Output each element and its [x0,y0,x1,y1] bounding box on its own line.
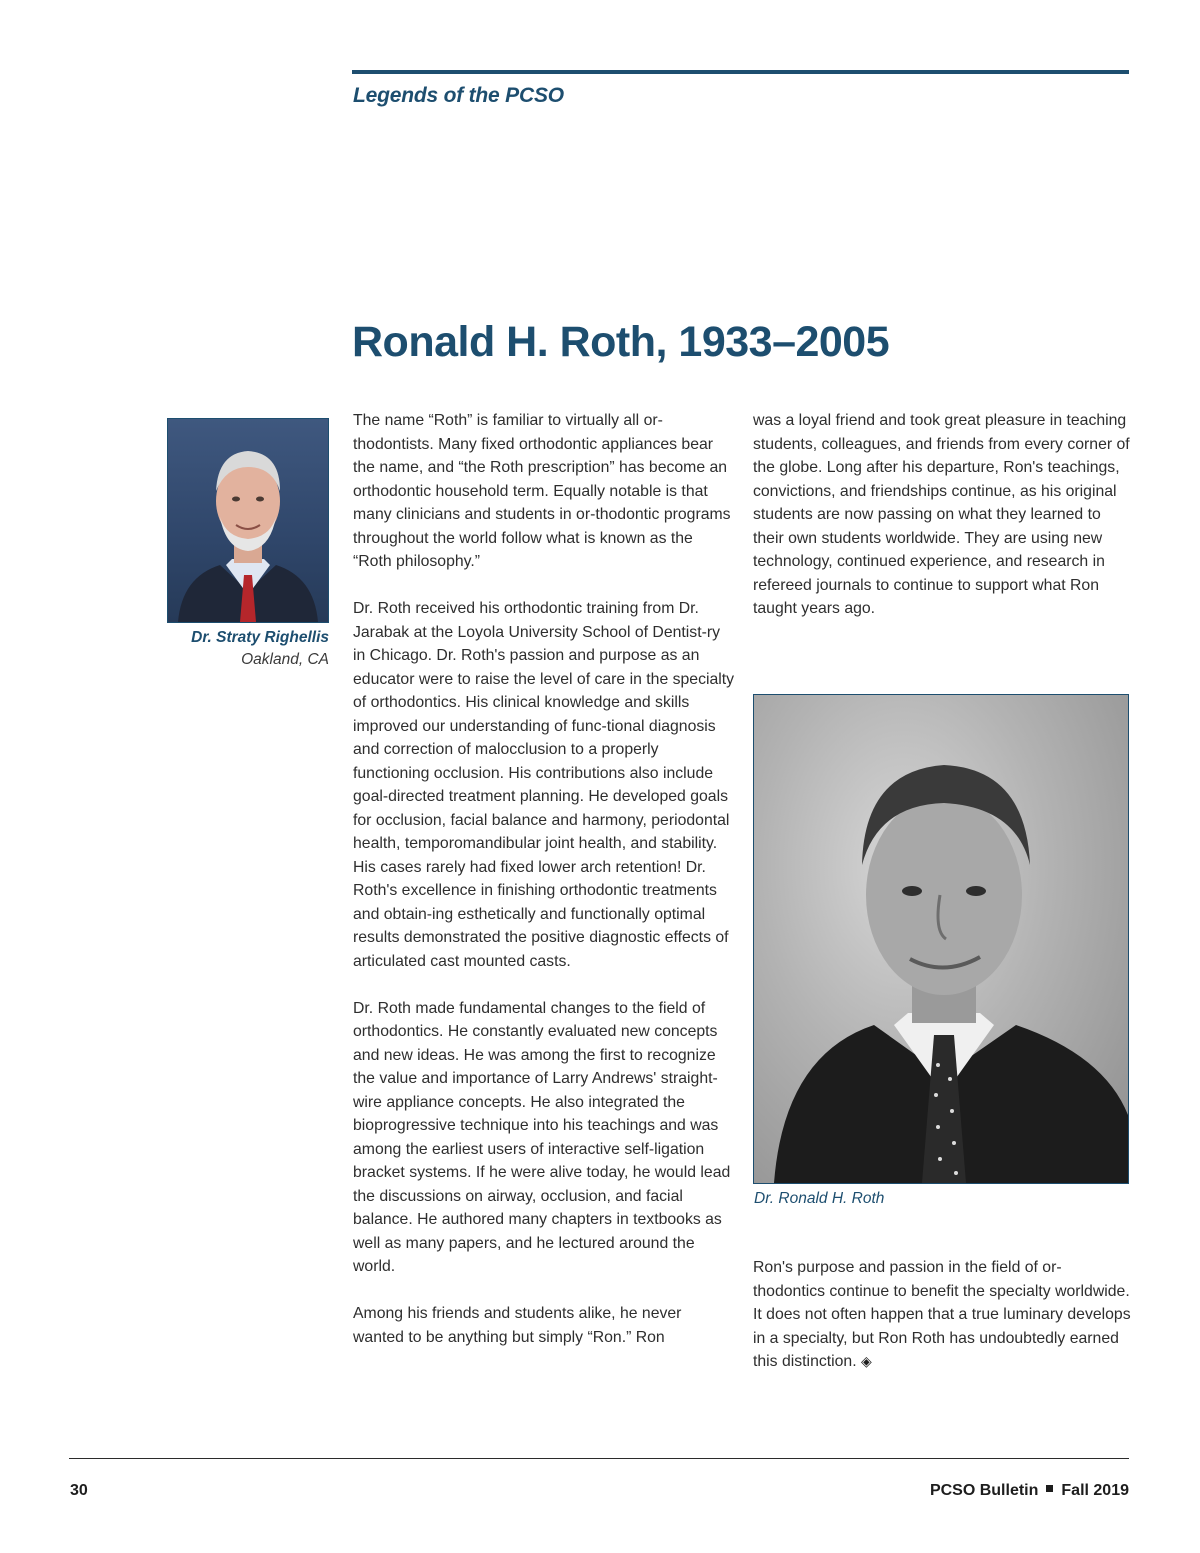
photo-caption: Dr. Ronald H. Roth [754,1190,885,1207]
article-column-two [753,409,1131,644]
footer-rule [69,1458,1129,1459]
roth-portrait-drawing [754,695,1128,1183]
article-column-one [353,409,735,1373]
square-separator-icon [1046,1485,1053,1492]
closing-paragraph [753,1256,1131,1374]
paragraph: Dr. Roth received his orthodontic training from Dr. Jarabak at the Loyola University School of Dentist-ry in Chicago. Dr. Roth's passion and purpose as an educator were to raise the level of care in the specialty of orthodontics. His clinical knowledge and skills improved our understanding of func-tional diagnosis and correction of malocclusion to a properly functioning occlusion. His contributions also include goal-directed treatment planning. He developed goals for occlusion, facial balance and harmony, periodontal health, temporomandibular joint health, and stability. His cases rarely had fixed lower arch retention! Dr. Roth's excellence in finishing orthodontic treatments and obtain-ing esthetically and functionally optimal results demonstrated the positive diagnostic effects of articulated cast mounted casts. [353,600,735,970]
paragraph: was a loyal friend and took great pleasure in teaching students, colleagues, and friends from every corner of the globe. Long after his departure, Ron's teachings, convictions, and friendships continue, as his original students are now passing on what they learned to their own students worldwide. They are using new technology, continued experience, and research in refereed journals to continue to support what Ron taught years ago. [753,412,1130,617]
end-mark-icon: ◈ [861,1353,872,1369]
author-portrait-icon [167,418,329,623]
paragraph: Among his friends and students alike, he never wanted to be anything but simply “Ron.” Ron [353,1305,682,1346]
section-label: Legends of the PCSO [353,84,564,107]
issue-label: Fall 2019 [1061,1482,1129,1499]
author-location: Oakland, CA [241,651,329,668]
paragraph: The name “Roth” is familiar to virtually all or-thodontists. Many fixed orthodontic appliances bear the name, and “the Roth prescription” has become an orthodontic household term. Equally notable is that many clinicians and students in or-thodontic programs throughout the world follow what is known as the “Roth philosophy.” [353,412,731,570]
author-name: Dr. Straty Righellis [191,629,329,646]
closing-text: Ron's purpose and passion in the field of or-thodontics continue to benefit the specialty worldwide. It does not often happen that a true luminary develops in a specialty, but Ron Roth has undoubtedly earned this distinction. [753,1259,1131,1370]
article-column-two-closing [753,1256,1131,1397]
page-number: 30 [70,1482,88,1499]
header-rule [352,70,1129,74]
paragraph: Dr. Roth made fundamental changes to the field of orthodontics. He constantly evaluated new concepts and new ideas. He was among the first to recognize the value and importance of Larry Andrews' straight-wire appliance concepts. He also integrated the bioprogressive technique into his teachings and was among the earliest users of interactive self-ligation bracket systems. If he were alive today, he would lead the discussions on airway, occlusion, and facial balance. He authored many chapters in textbooks as well as many papers, and he lectured around the world. [353,999,731,1275]
footer-publication [930,1482,1129,1500]
roth-portrait-icon [753,694,1129,1184]
author-portrait-drawing [168,419,328,622]
publication-name: PCSO Bulletin [929,1482,1039,1499]
article-title: Ronald H. Roth, 1933–2005 [352,318,890,366]
